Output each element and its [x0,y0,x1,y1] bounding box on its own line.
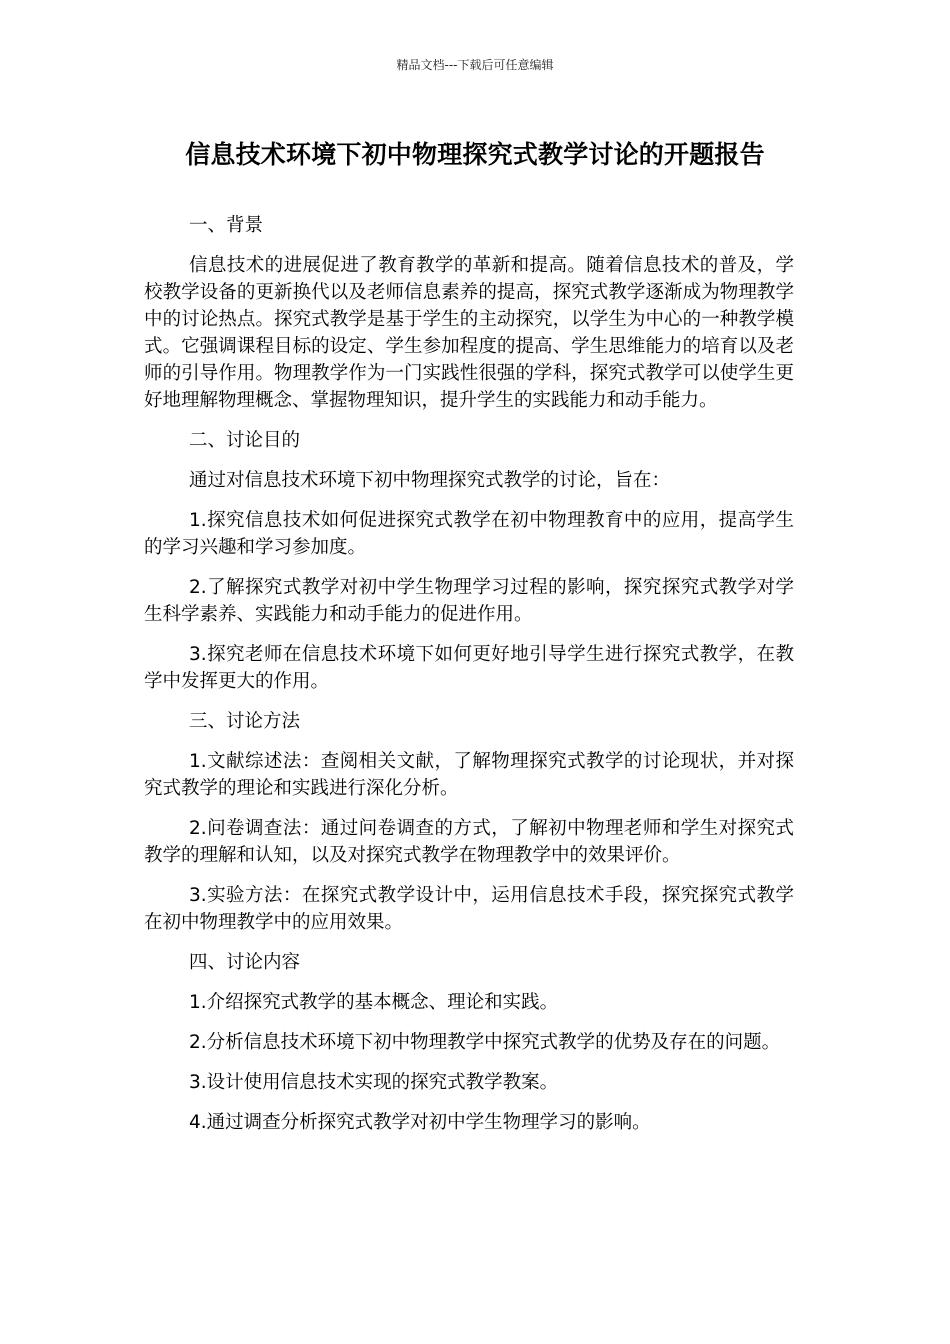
list-item: 2.了解探究式教学对初中学生物理学习过程的影响，探究探究式教学对学生科学素养、实践能力和动手能力的促进作用。 [144,577,794,625]
list-item: 3.设计使用信息技术实现的探究式教学教案。 [189,1072,559,1093]
list-item: 2.问卷调查法：通过问卷调查的方式，了解初中物理老师和学生对探究式教学的理解和认知，以及对探究式教学在物理教学中的效果评价。 [144,818,794,866]
paragraph: 信息技术的进展促进了教育教学的革新和提高。随着信息技术的普及，学校教学设备的更新换代以及老师信息素养的提高，探究式教学逐渐成为物理教学中的讨论热点。探究式教学是基于学生的主动探究，以学生为中心的一种教学模式。它强调课程目标的设定、学生参加程度的提高、学生思维能力的培育以及老师的引导作用。物理教学作为一门实践性很强的学科，探究式教学可以使学生更好地理解物理概念、掌握物理知识，提升学生的实践能力和动手能力。 [144,255,794,411]
document-title: 信息技术环境下初中物理探究式教学讨论的开题报告 [185,140,765,169]
list-item: 1.探究信息技术如何促进探究式教学在初中物理教育中的应用，提高学生的学习兴趣和学习参加度。 [144,510,794,558]
section-heading: 一、背景 [189,215,264,236]
section-heading: 二、讨论目的 [189,430,301,451]
paragraph: 通过对信息技术环境下初中物理探究式教学的讨论，旨在： [189,470,671,491]
page-header-note: 精品文档---下载后可任意编辑 [396,58,554,72]
list-item: 4.通过调查分析探究式教学对初中学生物理学习的影响。 [189,1112,651,1133]
list-item: 2.分析信息技术环境下初中物理教学中探究式教学的优势及存在的问题。 [189,1032,781,1053]
list-item: 1.介绍探究式教学的基本概念、理论和实践。 [189,992,559,1013]
section-methods [144,708,794,936]
list-item: 3.实验方法：在探究式教学设计中，运用信息技术手段，探究探究式教学在初中物理教学中的应用效果。 [144,885,794,933]
section-contents [144,949,794,1136]
list-item: 3.探究老师在信息技术环境下如何更好地引导学生进行探究式教学，在教学中发挥更大的作用。 [144,644,794,692]
section-background [144,212,794,414]
section-purpose [144,427,794,695]
section-heading: 四、讨论内容 [189,952,301,973]
document-body [144,212,794,1149]
list-item: 1.文献综述法：查阅相关文献，了解物理探究式教学的讨论现状，并对探究式教学的理论和实践进行深化分析。 [144,751,794,799]
section-heading: 三、讨论方法 [189,711,301,732]
